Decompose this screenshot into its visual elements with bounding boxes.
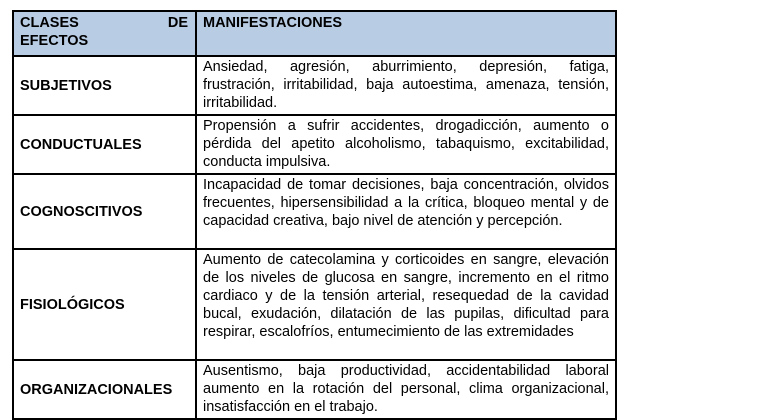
effect-class-cell: COGNOSCITIVOS — [13, 174, 196, 249]
manifestations-cell: Aumento de catecolamina y corticoides en sangre, elevación de los niveles de glucosa en sangre, incremento en el ritmo cardiaco y de la tensión arterial, resequedad de la cavidad bucal, exudación, dilatación de las pupilas, dificultad para respirar, escalofríos, entumecimiento de las extremidades — [196, 249, 616, 360]
manifestations-cell: Ansiedad, agresión, aburrimiento, depresión, fatiga, frustración, irritabilidad, baja autoestima, amenaza, tensión, irritabilidad. — [196, 56, 616, 115]
table-row-organizacionales — [13, 360, 616, 419]
header-efectos-line2: EFECTOS — [20, 33, 89, 49]
header-de-word: DE — [167, 15, 188, 31]
header-row — [13, 11, 616, 56]
table-row-conductuales — [13, 115, 616, 174]
manifestations-cell: Ausentismo, baja productividad, accidentabilidad laboral aumento en la rotación del personal, clima organizacional, insatisfacción en el trabajo. — [196, 360, 616, 419]
header-cell-manifestaciones: MANIFESTACIONES — [196, 11, 616, 56]
header-clases-word: CLASES — [20, 15, 79, 31]
effect-class-cell: CONDUCTUALES — [13, 115, 196, 174]
table-row-cognoscitivos — [13, 174, 616, 249]
header-clases-line1 — [20, 14, 188, 32]
effect-class-cell: ORGANIZACIONALES — [13, 360, 196, 419]
table-row-subjetivos — [13, 56, 616, 115]
manifestations-cell: Propensión a sufrir accidentes, drogadicción, aumento o pérdida del apetito alcoholismo, tabaquismo, excitabilidad, conducta impulsiva. — [196, 115, 616, 174]
effect-class-cell: FISIOLÓGICOS — [13, 249, 196, 360]
table-row-fisiologicos — [13, 249, 616, 360]
effect-class-cell: SUBJETIVOS — [13, 56, 196, 115]
manifestations-cell: Incapacidad de tomar decisiones, baja concentración, olvidos frecuentes, hipersensibilidad a la crítica, bloqueo mental y de capacidad creativa, bajo nivel de atención y percepción. — [196, 174, 616, 249]
effects-table — [12, 10, 617, 420]
header-cell-clases-de-efectos — [13, 11, 196, 56]
